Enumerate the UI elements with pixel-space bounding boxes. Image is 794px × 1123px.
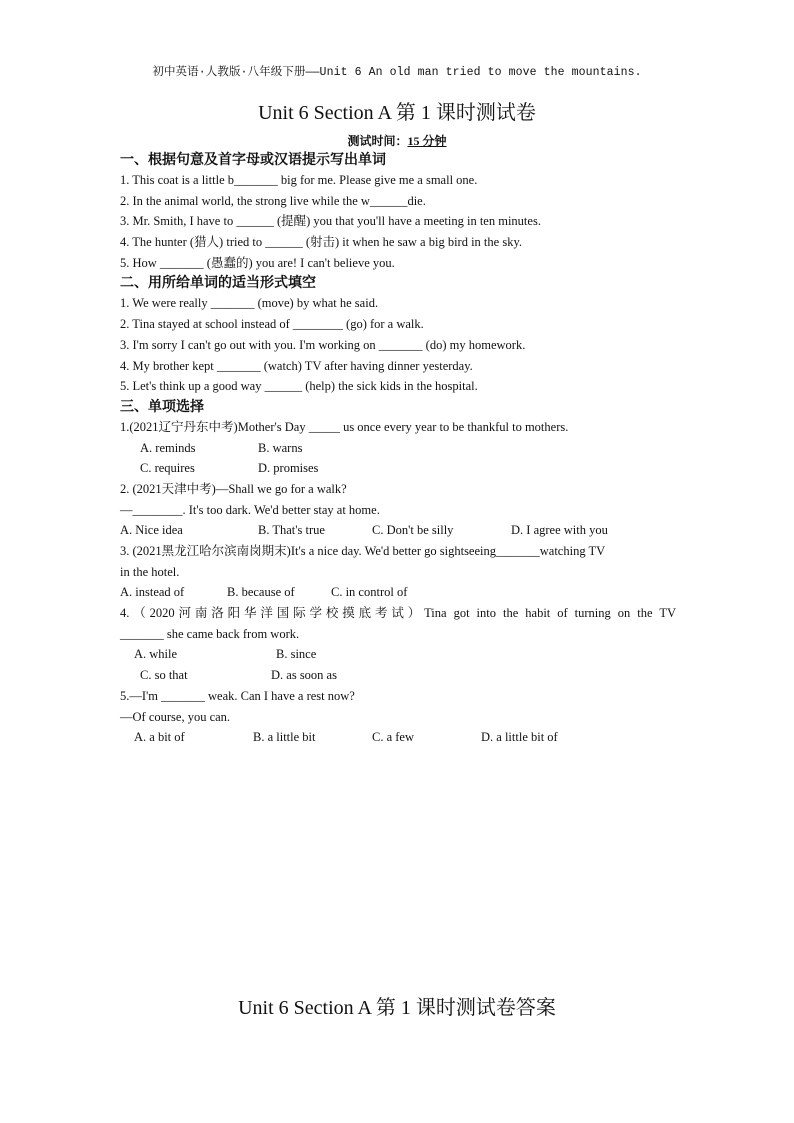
section2-item-4: 4. My brother kept _______ (watch) TV after having dinner yesterday. [120,358,473,373]
q3-option-a: A. instead of [120,585,185,600]
section1-item-3: 3. Mr. Smith, I have to ______ (提醒) you that you'll have a meeting in ten minutes. [120,214,541,229]
q4-options-row2 [120,665,676,686]
section1-item-4: 4. The hunter (猎人) tried to ______ (射击) it when he saw a big bird in the sky. [120,235,523,250]
q2-option-d: D. I agree with you [511,523,608,538]
page-header: 初中英语·人教版·八年级下册——Unit 6 An old man tried to move the mountains. [152,66,642,79]
test-time-label: 测试时间： [347,134,408,148]
q1-stem: 1.(2021辽宁丹东中考)Mother's Day _____ us once every year to be thankful to mothers. [120,419,569,434]
q2-options [120,520,676,541]
q1-options-row2 [120,458,676,479]
answer-title: Unit 6 Section A 第 1 课时测试卷答案 [238,997,556,1019]
q5-option-c: C. a few [372,730,414,745]
q4-option-c: C. so that [140,668,188,683]
q3-stem: 3. (2021黑龙江哈尔滨南岗期末)It's a nice day. We'd better go sightseeing_______watching TV [120,544,606,558]
q3-stem-2: in the hotel. [120,564,180,579]
q5-option-b: B. a little bit [253,730,316,745]
q4-stem: 4.（2020河南洛阳华洋国际学校摸底考试）Tina got into the habit of turning on the TV [120,606,676,621]
q2-stem: 2. (2021天津中考)—Shall we go for a walk? [120,481,347,496]
test-time [0,132,794,149]
q1-option-c: C. requires [140,461,195,476]
q4-options-row1 [120,644,676,665]
q2-option-c: C. Don't be silly [372,523,454,538]
q3-option-c: C. in control of [331,585,408,600]
q2-option-b: B. That's true [258,523,325,538]
section1-heading: 一、根据句意及首字母或汉语提示写出单词 [120,152,386,168]
q1-option-d: D. promises [258,461,319,476]
section1-item-5: 5. How _______ (愚蠢的) you are! I can't believe you. [120,255,395,270]
q4-option-b: B. since [276,647,317,662]
q5-options [120,727,676,748]
q2-option-a: A. Nice idea [120,523,183,538]
q1-options-row1 [120,438,676,459]
q5-stem: 5.—I'm _______ weak. Can I have a rest now? [120,688,355,703]
page-title: Unit 6 Section A 第 1 课时测试卷 [258,102,536,124]
q1-option-a: A. reminds [140,440,196,455]
section2-item-5: 5. Let's think up a good way ______ (help) the sick kids in the hospital. [120,379,478,394]
q3-options [120,582,676,603]
section2-heading: 二、用所给单词的适当形式填空 [120,275,316,292]
section2-item-3: 3. I'm sorry I can't go out with you. I'm working on _______ (do) my homework. [120,337,526,352]
test-time-value: 15 分钟 [407,134,447,148]
q5-option-d: D. a little bit of [481,730,558,745]
q4-stem-2: _______ she came back from work. [120,626,300,641]
q5-option-a: A. a bit of [134,730,185,745]
section2-item-2: 2. Tina stayed at school instead of ________ (go) for a walk. [120,317,424,332]
worksheet-body [120,150,676,748]
q3-option-b: B. because of [227,585,295,600]
q2-stem-2: —________. It's too dark. We'd better stay at home. [120,502,380,517]
section2-item-1: 1. We were really _______ (move) by what he said. [120,296,379,311]
q4-option-d: D. as soon as [271,668,337,683]
section3-heading: 三、单项选择 [120,398,204,415]
q5-stem-2: —Of course, you can. [120,709,231,724]
section1-item-2: 2. In the animal world, the strong live while the w______die. [120,193,426,208]
q4-option-a: A. while [134,647,178,662]
q1-option-b: B. warns [258,440,303,455]
section1-item-1: 1. This coat is a little b_______ big for me. Please give me a small one. [120,173,478,187]
